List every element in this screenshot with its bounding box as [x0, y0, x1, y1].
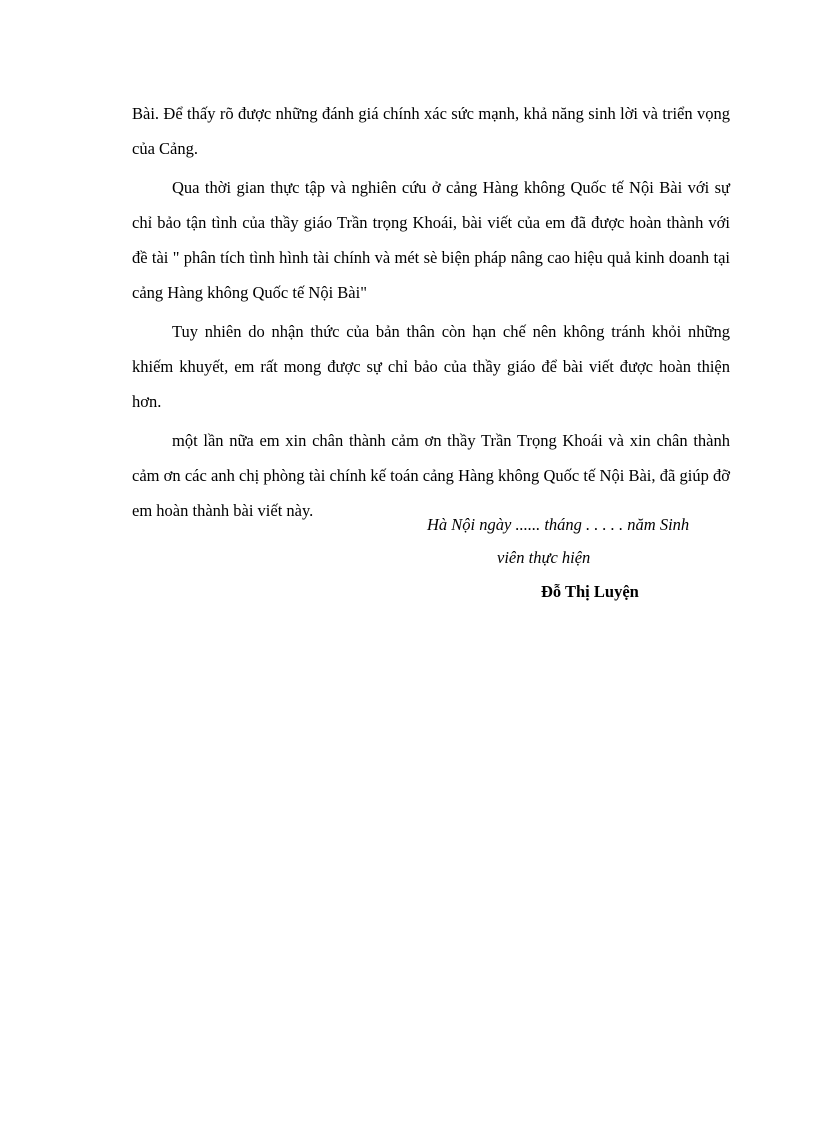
signature-name: Đỗ Thị Luyện — [541, 582, 639, 601]
paragraph-thanks: một lần nữa em xin chân thành cảm ơn thầy Trần Trọng Khoái và xin chân thành cảm ơn các anh chị phòng tài chính kế toán cảng Hàng không Quốc tế Nội Bài, đã giúp đỡ em hoàn thành bài viết này. — [132, 431, 730, 520]
paragraph-internship: Qua thời gian thực tập và nghiên cứu ở cảng Hàng không Quốc tế Nội Bài với sự chỉ bảo tận tình của thầy giáo Trần trọng Khoái, bài viết của em đã được hoàn thành với đề tài " phân tích tình hình tài chính và mét sè biện pháp nâng cao hiệu quả kinh doanh tại cảng Hàng không Quốc tế Nội Bài" — [132, 178, 730, 302]
paragraph-continuation: Bài. Để thấy rõ được những đánh giá chính xác sức mạnh, khả năng sinh lời và triển vọng của Cảng. — [132, 104, 730, 158]
paragraph-limitations: Tuy nhiên do nhận thức của bản thân còn hạn chế nên không tránh khỏi những khiếm khuyết, em rất mong được sự chỉ bảo của thầy giáo để bài viết được hoàn thiện hơn. — [132, 322, 730, 411]
signature-date-line: Hà Nội ngày ...... tháng . . . . . năm Sinh — [427, 515, 690, 534]
signature-role-line: viên thực hiện — [497, 548, 591, 567]
document-body — [132, 96, 730, 532]
